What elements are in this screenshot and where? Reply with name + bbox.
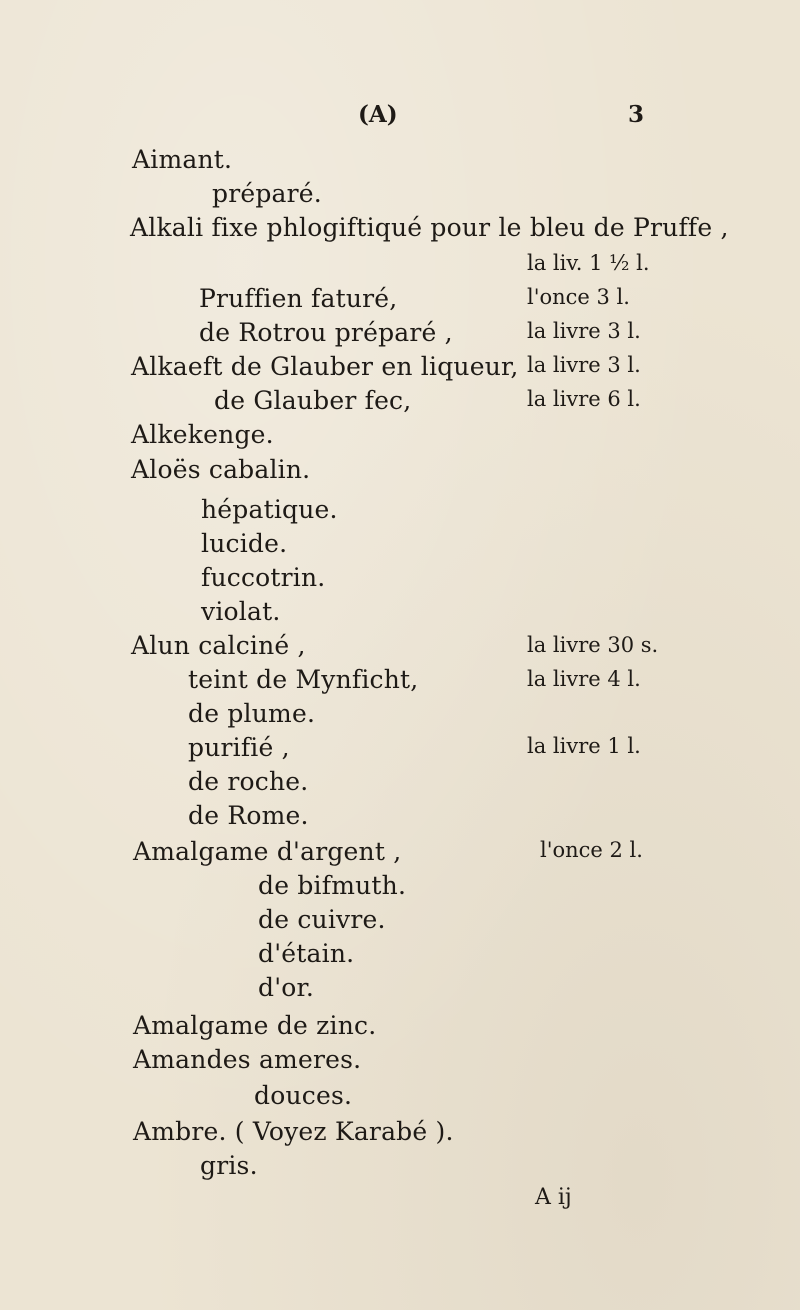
entry-alun-roche: de roche. <box>188 767 309 796</box>
entry-amandes-douces: douces. <box>254 1081 353 1110</box>
entry-alun-teint: teint de Mynficht, <box>188 665 419 694</box>
price-rotrou: la livre 3 l. <box>527 319 641 343</box>
entry-alun-rome: de Rome. <box>188 801 309 830</box>
entry-amalgame-bismuth: de bifmuth. <box>258 871 407 900</box>
page-number: 3 <box>628 101 645 128</box>
entry-amalgame-or: d'or. <box>258 973 315 1002</box>
price-alun-purifie: la livre 1 l. <box>527 734 641 758</box>
price-amalgame-argent: l'once 2 l. <box>540 838 643 862</box>
price-alkali-fixe: la liv. 1 ½ l. <box>527 251 650 275</box>
entry-amalgame-zinc: Amalgame de zinc. <box>133 1011 377 1040</box>
entry-alkali-fixe: Alkali fixe phlogiftiqué pour le bleu de Pruffe , <box>130 213 729 242</box>
entry-alun-plume: de plume. <box>188 699 316 728</box>
entry-alkekenge: Alkekenge. <box>131 420 274 449</box>
entry-alkaeft-liqueur: Alkaeft de Glauber en liqueur, <box>131 352 519 381</box>
entry-glauber-sec: de Glauber fec, <box>214 386 412 415</box>
entry-amandes-ameres: Amandes ameres. <box>133 1045 362 1074</box>
price-alun-teint: la livre 4 l. <box>527 667 641 691</box>
entry-aloes-hepatique: hépatique. <box>201 495 338 524</box>
section-header: (A) <box>358 101 398 128</box>
entry-alun-calcine: Alun calciné , <box>131 631 306 660</box>
entry-aimant: Aimant. <box>132 145 233 174</box>
price-alun-calcine: la livre 30 s. <box>527 633 659 657</box>
entry-aloes-cabalin: Aloës cabalin. <box>131 455 311 484</box>
entry-amalgame-etain: d'étain. <box>258 939 355 968</box>
price-glauber-sec: la livre 6 l. <box>527 387 641 411</box>
entry-alun-purifie: purifié , <box>188 733 290 762</box>
entry-amalgame-cuivre: de cuivre. <box>258 905 386 934</box>
entry-amalgame-argent: Amalgame d'argent , <box>133 837 402 866</box>
signature-mark: A ij <box>535 1185 572 1210</box>
entry-aimant-prepare: préparé. <box>212 179 322 208</box>
entry-pruffien-sature: Pruffien faturé, <box>199 284 398 313</box>
entry-aloes-violat: violat. <box>201 597 281 626</box>
price-alkaeft-liqueur: la livre 3 l. <box>527 353 641 377</box>
entry-rotrou: de Rotrou préparé , <box>199 318 453 347</box>
entry-aloes-succotrin: fuccotrin. <box>201 563 326 592</box>
price-pruffien-sature: l'once 3 l. <box>527 285 630 309</box>
entry-aloes-lucide: lucide. <box>201 529 288 558</box>
entry-ambre-gris: gris. <box>200 1151 258 1180</box>
entry-ambre: Ambre. ( Voyez Karabé ). <box>133 1117 454 1146</box>
